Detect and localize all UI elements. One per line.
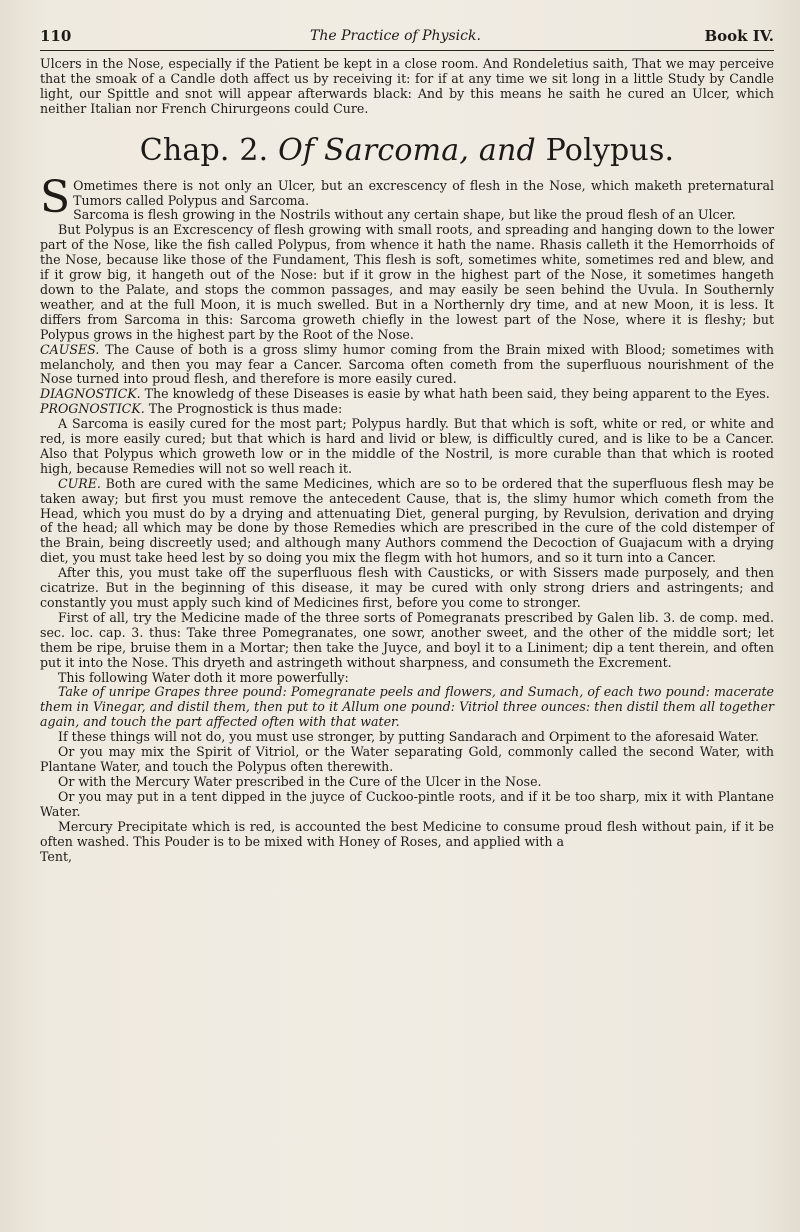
- diagnostick-text: The knowledg of these Diseases is easie by what hath been said, they being apparent to the Eyes.: [144, 386, 770, 402]
- chapter-and: and: [478, 132, 536, 168]
- mercury-precipitate-paragraph: Mercury Precipitate which is red, is accounted the best Medicine to consume proud flesh without pain, if it be often washed. This Pouder is to be mixed with Honey of Roses, and applied with a: [40, 818, 774, 849]
- page-number: 110: [40, 27, 72, 45]
- sarcoma-paragraph: Sarcoma is flesh growing in the Nostrils without any certain shape, but like the proud flesh of an Ulcer.: [73, 207, 736, 223]
- water-intro-paragraph: This following Water doth it more powerfully:: [58, 669, 349, 685]
- chapter-number: Chap. 2.: [139, 132, 269, 168]
- drop-cap: S: [40, 171, 71, 223]
- continued-paragraph: Ulcers in the Nose, especially if the Patient be kept in a close room. And Rondeletius saith, That we may perceive that the smoak of a Candle doth affect us by receiving it: for if at any time we sit long in a little Study by Candle light, our Spittle and snot will appear afterwards black: And by this means he saith he cured an Ulcer, which neither Italian nor French Chirurgeons could Cure.: [40, 56, 774, 116]
- cure-paragraph: [40, 477, 774, 566]
- opening-text: Ometimes there is not only an Ulcer, but an excrescency of flesh in the Nose, which maketh preternatural Tumors called Polypus and Sarcoma.: [73, 177, 774, 208]
- stronger-paragraph: If these things will not do, you must use stronger, by putting Sandarach and Orpiment to the aforesaid Water.: [58, 729, 760, 745]
- recipe-paragraph: Take of unripe Grapes three pound: Pomegranate peels and flowers, and Sumach, of each two pound: macerate them in Vinegar, and distil them, then put to it Allum one pound: Vitriol three ounces: then distil them all together again, and touch the part affected often with that water.: [40, 684, 774, 730]
- book-label: Book IV.: [704, 27, 774, 45]
- diagnostick-paragraph: [40, 387, 774, 402]
- chapter-topic-1: Sarcoma,: [324, 132, 470, 168]
- chapter-topic-2: Polypus.: [545, 132, 675, 168]
- vitriol-paragraph: Or you may mix the Spirit of Vitriol, or the Water separating Gold, commonly called the second Water, with Plantane Water, and touch the Polypus often therewith.: [40, 744, 774, 774]
- running-title: The Practice of Physick.: [310, 28, 481, 44]
- running-header: [40, 22, 774, 51]
- chapter-of: Of: [278, 132, 315, 168]
- polypus-paragraph: But Polypus is an Excrescency of flesh growing with small roots, and spreading and hanging down to the lower part of the Nose, like the fish called Polypus, from whence it hath the name. Rhasis calleth it the Hemorrhoids of the Nose, because like those of the Fundament, This flesh is soft, sometimes white, sometimes red and blew, and if it grow big, it hangeth out of the Nose: but if it grow in the highest part of the Nose, it sometimes hangeth down to the Palate, and stops the common passages, and may easily be seen behind the Uvula. In Southernly weather, and at the full Moon, it is much swelled. But in a Northernly dry time, and at new Moon, it is less. It differs from Sarcoma in this: Sarcoma groweth chiefly in the lowest part of the Nose, where it is fleshy; but Polypus grows in the highest part by the Root of the Nose.: [40, 222, 774, 342]
- cure-text: Both are cured with the same Medicines, which are so to be ordered that the superfluous flesh may be taken away; but first you must remove the antecedent Cause, that is, the slimy humor which cometh from the Head, which you must do by a drying and attenuating Diet, general purging, by Revulsion, derivation and drying of the head; all which may be done by those Remedies which are prescribed in the cure of the cold distemper of the Brain, being discreetly used; and although many Authors commend the Decoction of Guajacum with a drying diet, you must take heed lest by so doing you mix the flegm with hot humors, and so it turn into a Cancer.: [40, 475, 774, 566]
- prognostick-intro: The Prognostick is thus made:: [148, 401, 343, 417]
- prognostick-paragraph: A Sarcoma is easily cured for the most part; Polypus hardly. But that which is soft, white or red, or white and red, is more easily cured; but that which is hard and livid or blew, is difficultly cured, and is like to be a Cancer. Also that Polypus which groweth low or in the middle of the Nostril, is more curable than that which is rooted high, because Remedies will not so well reach it.: [40, 416, 774, 476]
- cuckoo-pintle-paragraph: Or you may put in a tent dipped in the juyce of Cuckoo-pintle roots, and if it be too sharp, mix it with Plantane Water.: [40, 788, 774, 819]
- causes-paragraph: [40, 343, 774, 388]
- causes-text: The Cause of both is a gross slimy humor coming from the Brain mixed with Blood; sometimes with melancholy, and then you may fear a Cancer. Sarcoma often cometh from the superfluous nourishment of the Nose turned into proud flesh, and therefore is more easily cured.: [40, 341, 774, 387]
- chapter-title: [40, 133, 774, 169]
- prognostick-heading: PROGNOSTICK.: [40, 401, 145, 417]
- causes-heading: CAUSES.: [40, 341, 100, 357]
- cure-heading: CURE.: [58, 475, 101, 491]
- after-paragraph: After this, you must take off the superfluous flesh with Causticks, or with Sissers made purposely, and then cicatrize. But in the beginning of this disease, it may be cured with only strong driers and astringents; and constantly you must apply such kind of Medicines first, before you come to stronger.: [40, 565, 774, 610]
- prognostick-heading-line: [40, 402, 774, 417]
- catchword: Tent,: [40, 849, 73, 865]
- diagnostick-heading: DIAGNOSTICK.: [40, 386, 141, 402]
- mercury-water-paragraph: Or with the Mercury Water prescribed in the Cure of the Ulcer in the Nose.: [58, 773, 542, 789]
- pomegranate-paragraph: First of all, try the Medicine made of the three sorts of Pomegranats prescribed by Galen lib. 3. de comp. med. sec. loc. cap. 3. thus: Take three Pomegranates, one sowr, another sweet, and the other of the middle sort; let them be ripe, bruise them in a Mortar; then take the Juyce, and boyl it to a Liniment; dip a tent therein, and often put it into the Nose. This dryeth and astringeth without sharpness, and consumeth the Excrement.: [40, 609, 774, 670]
